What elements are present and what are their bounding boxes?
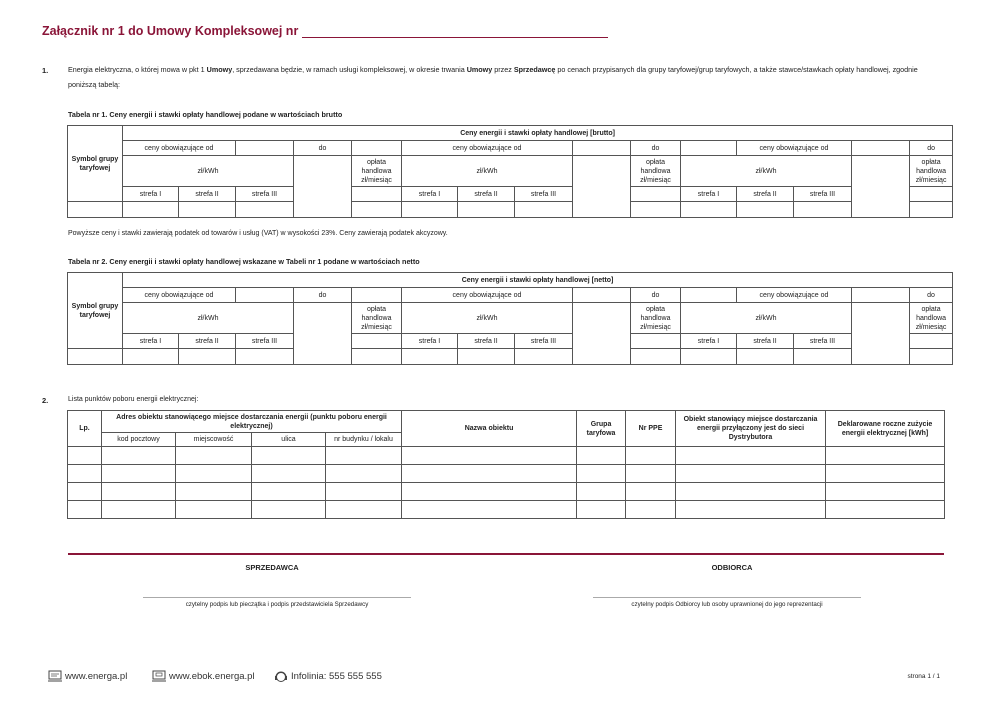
price-table-brutto xyxy=(67,125,953,218)
signature-divider xyxy=(68,553,944,555)
valid-from-label: ceny obowiązujące od xyxy=(737,141,852,156)
page-number: strona 1 / 1 xyxy=(907,673,940,680)
street-header: ulica xyxy=(252,433,326,447)
zone-3-label: strefa III xyxy=(515,187,573,202)
cell-field[interactable] xyxy=(252,465,326,483)
blank-cell xyxy=(852,303,910,365)
footer-hotline[interactable] xyxy=(274,670,382,683)
buyer-signature-caption: czytelny podpis Odbiorcy lub osoby uprawnionej do jego reprezentacji xyxy=(631,601,823,608)
buyer-title: ODBIORCA xyxy=(711,563,753,572)
cell-field[interactable] xyxy=(176,465,252,483)
zone-1-label: strefa I xyxy=(402,187,458,202)
document-title: Załącznik nr 1 do Umowy Kompleksowej nr xyxy=(42,24,608,38)
fee-field[interactable] xyxy=(631,202,681,218)
vat-note: Powyższe ceny i stawki zawierają podatek od towarów i usług (VAT) w wysokości 23%. Ceny zawierają podatek akcyzowy. xyxy=(68,230,448,237)
fee-field[interactable] xyxy=(352,349,402,365)
section-1-number: 1. xyxy=(42,66,49,75)
fee-cell xyxy=(631,187,681,202)
cell-field[interactable] xyxy=(326,501,402,519)
cell-field[interactable] xyxy=(676,447,826,465)
table-row xyxy=(68,447,945,465)
lp-header: Lp. xyxy=(68,411,102,447)
blank-cell xyxy=(294,303,352,365)
cell-field[interactable] xyxy=(252,483,326,501)
to-label: do xyxy=(294,141,352,156)
to-field[interactable] xyxy=(352,288,402,303)
price-field[interactable] xyxy=(458,202,515,218)
cell-field[interactable] xyxy=(402,501,577,519)
zone-3-label: strefa III xyxy=(794,187,852,202)
fee-cell xyxy=(352,334,402,349)
price-field[interactable] xyxy=(681,202,737,218)
cell-field[interactable] xyxy=(102,447,176,465)
valid-from-field[interactable] xyxy=(236,141,294,156)
group-header: Ceny energii i stawki opłaty handlowej [brutto] xyxy=(123,126,953,141)
cell-field[interactable] xyxy=(252,447,326,465)
seller-signature-line[interactable] xyxy=(143,597,411,598)
zone-2-label: strefa II xyxy=(737,187,794,202)
table-row xyxy=(68,465,945,483)
fee-field[interactable] xyxy=(910,349,953,365)
to-label: do xyxy=(910,141,953,156)
price-field[interactable] xyxy=(515,202,573,218)
table-row xyxy=(68,501,945,519)
building-header: nr budynku / lokalu xyxy=(326,433,402,447)
valid-from-label: ceny obowiązujące od xyxy=(737,288,852,303)
price-field[interactable] xyxy=(402,202,458,218)
price-field[interactable] xyxy=(458,349,515,365)
blank-cell xyxy=(573,156,631,218)
zone-1-label: strefa I xyxy=(681,187,737,202)
zone-1-label: strefa I xyxy=(123,187,179,202)
blank-cell xyxy=(573,303,631,365)
table-2-caption: Tabela nr 2. Ceny energii i stawki opłaty handlowej wskazane w Tabeli nr 1 podane w wartościach netto xyxy=(68,257,420,266)
fee-label: opłata handlowa zł/miesiąc xyxy=(352,303,402,334)
cell-field[interactable] xyxy=(626,465,676,483)
postal-code-header: kod pocztowy xyxy=(102,433,176,447)
group-header: Ceny energii i stawki opłaty handlowej [netto] xyxy=(123,273,953,288)
cell-field[interactable] xyxy=(626,501,676,519)
valid-from-field[interactable] xyxy=(236,288,294,303)
fee-cell xyxy=(631,334,681,349)
unit-label: zł/kWh xyxy=(123,303,294,334)
cell-field[interactable] xyxy=(577,465,626,483)
cell-field[interactable] xyxy=(68,465,102,483)
website-icon xyxy=(48,670,62,682)
to-label: do xyxy=(631,288,681,303)
valid-from-field[interactable] xyxy=(852,141,910,156)
zone-3-label: strefa III xyxy=(236,334,294,349)
price-field[interactable] xyxy=(123,349,179,365)
cell-field[interactable] xyxy=(252,501,326,519)
cell-field[interactable] xyxy=(402,483,577,501)
symbol-header: Symbol grupy taryfowej xyxy=(68,126,123,202)
tariff-group-header: Grupa taryfowa xyxy=(577,411,626,447)
cell-field[interactable] xyxy=(626,483,676,501)
fee-cell xyxy=(910,334,953,349)
city-header: miejscowość xyxy=(176,433,252,447)
zone-2-label: strefa II xyxy=(737,334,794,349)
valid-from-field[interactable] xyxy=(852,288,910,303)
blank-cell xyxy=(294,156,352,218)
valid-from-label: ceny obowiązujące od xyxy=(123,141,236,156)
object-name-header: Nazwa obiektu xyxy=(402,411,577,447)
cell-field[interactable] xyxy=(176,483,252,501)
table-row xyxy=(68,349,953,365)
footer-website[interactable] xyxy=(48,670,127,682)
table-row xyxy=(68,483,945,501)
footer-ebok[interactable] xyxy=(152,670,255,682)
fee-label: opłata handlowa zł/miesiąc xyxy=(910,156,953,187)
section-2-text: Lista punktów poboru energii elektrycznej: xyxy=(68,396,199,403)
address-header: Adres obiektu stanowiącego miejsce dostarczania energii (punktu poboru energii elektrycznej) xyxy=(102,411,402,433)
cell-field[interactable] xyxy=(176,501,252,519)
to-label: do xyxy=(910,288,953,303)
unit-label: zł/kWh xyxy=(402,156,573,187)
cell-field[interactable] xyxy=(826,465,945,483)
price-field[interactable] xyxy=(179,202,236,218)
fee-label: opłata handlowa zł/miesiąc xyxy=(631,156,681,187)
price-field[interactable] xyxy=(737,349,794,365)
cell-field[interactable] xyxy=(826,501,945,519)
price-field[interactable] xyxy=(681,349,737,365)
valid-from-label: ceny obowiązujące od xyxy=(402,141,573,156)
valid-from-field[interactable] xyxy=(573,141,631,156)
contract-number-field[interactable] xyxy=(302,25,608,38)
to-field[interactable] xyxy=(681,288,737,303)
zone-2-label: strefa II xyxy=(458,187,515,202)
zone-3-label: strefa III xyxy=(515,334,573,349)
price-field[interactable] xyxy=(236,202,294,218)
consumption-header: Deklarowane roczne zużycie energii elektrycznej [kWh] xyxy=(826,411,945,447)
table-row xyxy=(68,202,953,218)
cell-field[interactable] xyxy=(326,483,402,501)
cell-field[interactable] xyxy=(326,465,402,483)
cell-field[interactable] xyxy=(68,501,102,519)
fee-field[interactable] xyxy=(910,202,953,218)
fee-label: opłata handlowa zł/miesiąc xyxy=(631,303,681,334)
zone-2-label: strefa II xyxy=(179,334,236,349)
cell-field[interactable] xyxy=(326,447,402,465)
cell-field[interactable] xyxy=(68,483,102,501)
symbol-header: Symbol grupy taryfowej xyxy=(68,273,123,349)
zone-1-label: strefa I xyxy=(681,334,737,349)
unit-label: zł/kWh xyxy=(123,156,294,187)
unit-label: zł/kWh xyxy=(402,303,573,334)
seller-title: SPRZEDAWCA xyxy=(245,563,299,572)
fee-label: opłata handlowa zł/miesiąc xyxy=(910,303,953,334)
cell-field[interactable] xyxy=(68,447,102,465)
zone-3-label: strefa III xyxy=(794,334,852,349)
cell-field[interactable] xyxy=(676,501,826,519)
seller-signature-caption: czytelny podpis lub pieczątka i podpis przedstawiciela Sprzedawcy xyxy=(185,601,369,608)
section-2-number: 2. xyxy=(42,396,49,405)
fee-cell xyxy=(910,187,953,202)
valid-from-label: ceny obowiązujące od xyxy=(123,288,236,303)
cell-field[interactable] xyxy=(102,483,176,501)
hotline-number[interactable]: Infolinia: 555 555 555 xyxy=(291,671,382,682)
zone-3-label: strefa III xyxy=(236,187,294,202)
to-field[interactable] xyxy=(681,141,737,156)
symbol-field[interactable] xyxy=(68,349,123,365)
website-link[interactable]: www.energa.pl xyxy=(65,670,128,682)
to-label: do xyxy=(294,288,352,303)
cell-field[interactable] xyxy=(826,483,945,501)
zone-1-label: strefa I xyxy=(402,334,458,349)
cell-field[interactable] xyxy=(826,447,945,465)
delivery-points-table xyxy=(67,410,945,519)
unit-label: zł/kWh xyxy=(681,156,852,187)
price-field[interactable] xyxy=(123,202,179,218)
price-field[interactable] xyxy=(179,349,236,365)
cell-field[interactable] xyxy=(176,447,252,465)
valid-from-label: ceny obowiązujące od xyxy=(402,288,573,303)
zone-1-label: strefa I xyxy=(123,334,179,349)
price-field[interactable] xyxy=(515,349,573,365)
to-field[interactable] xyxy=(352,141,402,156)
valid-from-field[interactable] xyxy=(573,288,631,303)
cell-field[interactable] xyxy=(626,447,676,465)
to-label: do xyxy=(631,141,681,156)
buyer-signature-line[interactable] xyxy=(593,597,861,598)
cell-field[interactable] xyxy=(402,447,577,465)
unit-label: zł/kWh xyxy=(681,303,852,334)
ppe-header: Nr PPE xyxy=(626,411,676,447)
price-field[interactable] xyxy=(236,349,294,365)
zone-2-label: strefa II xyxy=(458,334,515,349)
cell-field[interactable] xyxy=(676,483,826,501)
symbol-field[interactable] xyxy=(68,202,123,218)
fee-cell xyxy=(352,187,402,202)
price-table-netto xyxy=(67,272,953,365)
fee-field[interactable] xyxy=(352,202,402,218)
cell-field[interactable] xyxy=(676,465,826,483)
cell-field[interactable] xyxy=(402,465,577,483)
table-1-caption: Tabela nr 1. Ceny energii i stawki opłaty handlowej podane w wartościach brutto xyxy=(68,110,343,119)
fee-field[interactable] xyxy=(631,349,681,365)
blank-cell xyxy=(852,156,910,218)
section-1-text: Energia elektryczna, o której mowa w pkt 1 Umowy, sprzedawana będzie, w ramach usługi kompleksowej, w okresie trwania Umowy przez Sprzedawcę po cenach przypisanych dla grupy taryfowej/grup taryfowych, a także stawce/stawkach opłaty handlowej, zgodnie poniższą tabelą: xyxy=(68,65,918,89)
ebok-link[interactable]: www.ebok.energa.pl xyxy=(169,670,255,682)
cell-field[interactable] xyxy=(577,483,626,501)
ebok-icon xyxy=(152,670,166,682)
cell-field[interactable] xyxy=(102,465,176,483)
price-field[interactable] xyxy=(402,349,458,365)
price-field[interactable] xyxy=(794,202,852,218)
price-field[interactable] xyxy=(737,202,794,218)
grid-object-header: Obiekt stanowiący miejsce dostarczania energii przyłączony jest do sieci Dystrybutora xyxy=(676,411,826,447)
hotline-icon xyxy=(274,670,288,683)
fee-label: opłata handlowa zł/miesiąc xyxy=(352,156,402,187)
cell-field[interactable] xyxy=(577,447,626,465)
cell-field[interactable] xyxy=(577,501,626,519)
cell-field[interactable] xyxy=(102,501,176,519)
zone-2-label: strefa II xyxy=(179,187,236,202)
price-field[interactable] xyxy=(794,349,852,365)
